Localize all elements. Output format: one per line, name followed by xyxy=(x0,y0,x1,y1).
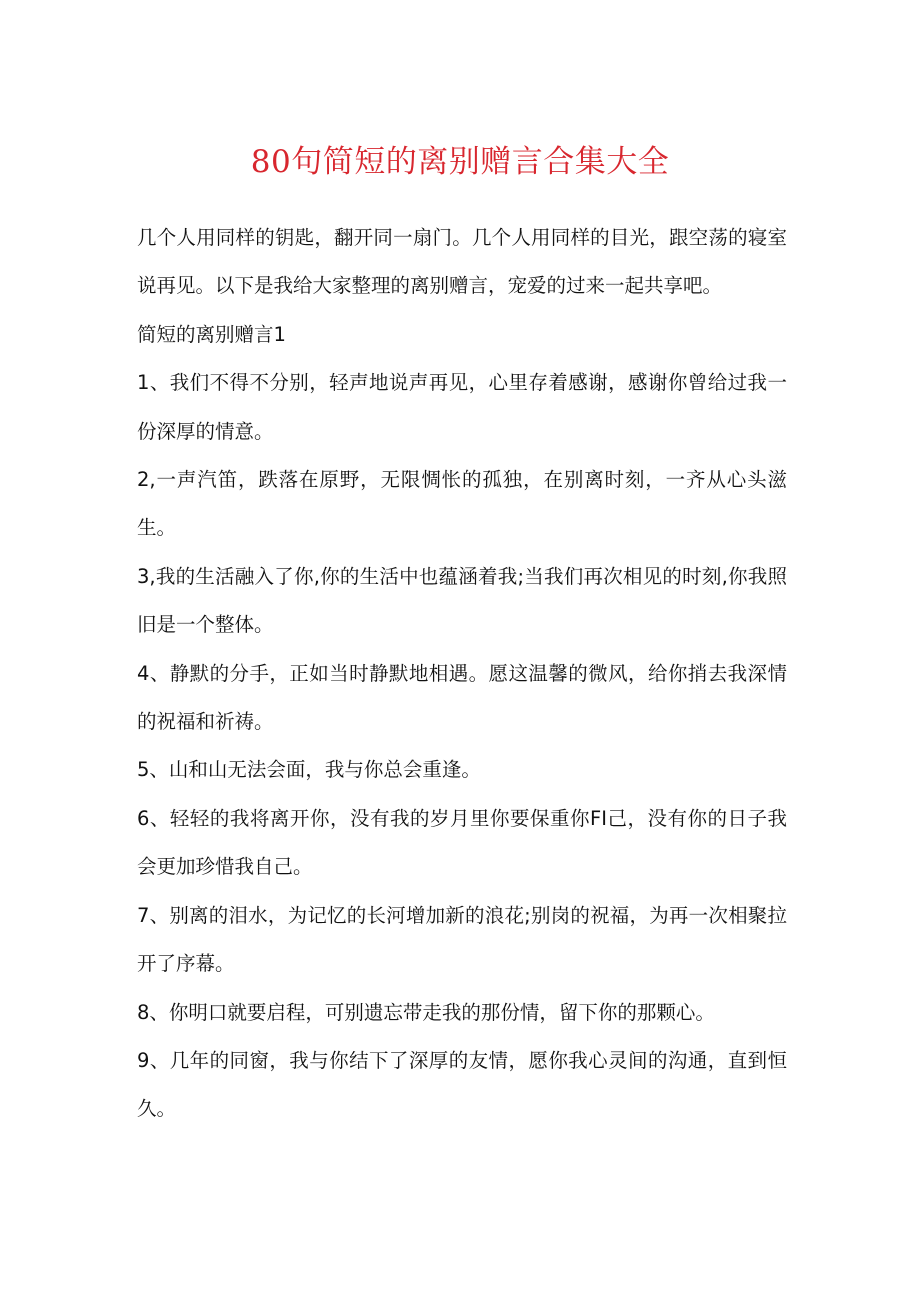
page-title: 80句简短的离别赠言合集大全 xyxy=(250,144,670,180)
quote-item-3: 3,我的生活融入了你,你的生活中也蕴涵着我;当我们再次相见的时刻,你我照旧是一个整体。 xyxy=(137,564,787,637)
document-body xyxy=(137,214,787,1134)
quote-item-8: 8、你明口就要启程，可别遗忘带走我的那份情，留下你的那颗心。 xyxy=(137,1000,715,1024)
quote-item-4: 4、静默的分手，正如当时静默地相遇。愿这温馨的微风，给你捎去我深情的祝福和祈祷。 xyxy=(137,661,787,734)
quote-item-5: 5、山和山无法会面，我与你总会重逢。 xyxy=(137,758,481,782)
quote-item-9: 9、几年的同窗，我与你结下了深厚的友情，愿你我心灵间的沟通，直到恒久。 xyxy=(137,1048,787,1121)
quote-item-2: 2,一声汽笛，跌落在原野，无限惆怅的孤独，在别离时刻，一齐从心头滋生。 xyxy=(137,468,787,540)
quote-item-6: 6、轻轻的我将离开你，没有我的岁月里你要保重你FI己，没有你的日子我会更加珍惜我自己。 xyxy=(137,806,787,879)
section-heading: 简短的离别赠言1 xyxy=(137,322,286,346)
intro-paragraph: 几个人用同样的钥匙，翻开同一扇门。几个人用同样的目光，跟空荡的寝室说再见。以下是我给大家整理的离别赠言，宠爱的过来一起共享吧。 xyxy=(137,226,787,298)
quote-item-7: 7、别离的泪水，为记忆的长河增加新的浪花;别岗的祝福，为再一次相聚拉开了序幕。 xyxy=(137,903,787,976)
quote-item-1: 1、我们不得不分别，轻声地说声再见，心里存着感谢，感谢你曾给过我一份深厚的情意。 xyxy=(137,371,787,443)
